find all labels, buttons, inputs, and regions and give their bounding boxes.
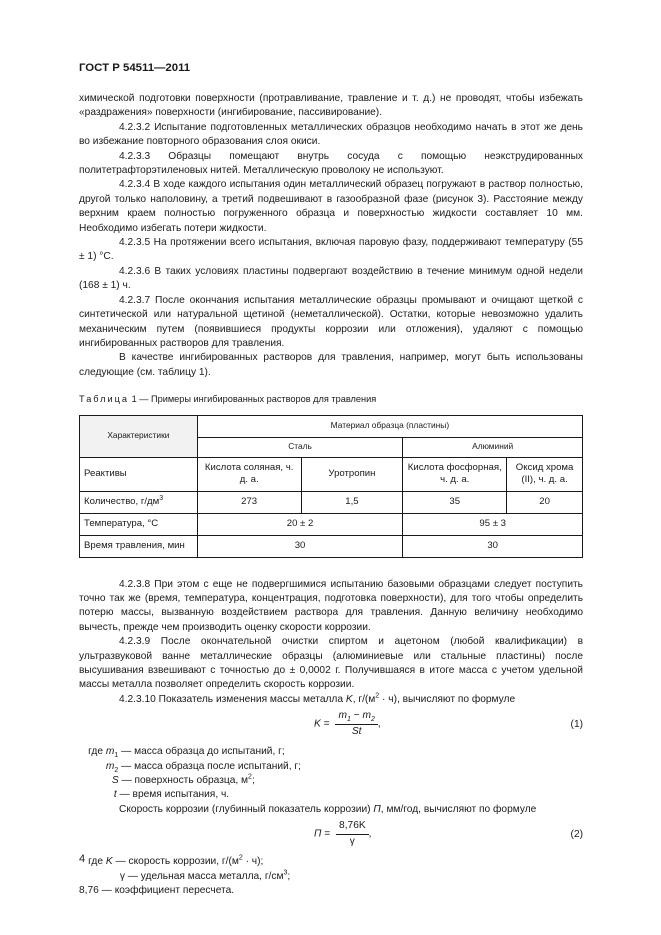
paragraph: 4.2.3.7 После окончания испытания металлические образцы промывают и очищают щеткой с синтетической или натуральной щетиной (неметаллической). Остатки, которые невозможно удалить механическим путем (появившиеся продукты коррозии или отложения), удаляют с помощью ингибированных растворов для травления. <box>79 294 583 349</box>
formula-1-fraction <box>335 709 377 739</box>
table-cell: 20 ± 2 <box>197 513 403 535</box>
table-cell: Оксид хрома (II), ч. д. а. <box>507 457 583 491</box>
para-text: 4.2.3.10 Показатель изменения массы металла <box>119 693 344 705</box>
row-label-temperature: Температура, °С <box>80 513 198 535</box>
table-cell: Кислота фосфорная, ч. д. а. <box>403 457 507 491</box>
formula-2-fraction <box>336 819 369 849</box>
paragraph: 4.2.3.4 В ходе каждого испытания один металлический образец погружают в раствор полностью, другой только наполовину, а третий подвешивают в газообразной фазе (рисунок 3). Расстояние между верхним краем полностью погруженного образца и поверхностью жидкости составляет 10 мм. Необходимо избегать потери жидкости. <box>79 179 583 234</box>
definition-row <box>79 884 583 898</box>
def-sub: 2 <box>114 766 119 774</box>
def-prefix: где <box>88 856 103 868</box>
formula-2-body <box>314 819 372 849</box>
header-aluminium: Алюминий <box>403 437 583 457</box>
row-label-reagents: Реактивы <box>80 457 198 491</box>
var-k: K <box>345 693 353 705</box>
table-caption <box>79 392 583 406</box>
formula-1-eq: = <box>323 718 330 730</box>
header-characteristics: Характеристики <box>80 415 198 457</box>
table-cell: Кислота соляная, ч. д. а. <box>197 457 301 491</box>
page-body <box>79 92 583 898</box>
formula-1 <box>79 707 583 745</box>
quantity-label-text: Количество, г/дм <box>84 496 160 508</box>
def-sym: K <box>105 856 113 868</box>
etching-solutions-table <box>79 415 583 558</box>
def-prefix: где <box>88 746 103 758</box>
definitions-1 <box>79 745 583 803</box>
def-text: — поверхность образца, м <box>121 775 249 786</box>
paragraph <box>79 803 583 817</box>
table-cell: 20 <box>507 491 583 513</box>
definition-row <box>79 760 583 774</box>
paragraph: 4.2.3.5 На протяжении всего испытания, включая паровую фазу, поддерживают температуру (55 ± 1) °С. <box>79 237 583 263</box>
formula-2-eq: = <box>324 828 331 840</box>
table-cell: 30 <box>197 535 403 557</box>
def-sym: S <box>111 775 119 786</box>
def-text: — масса образца после испытаний, г; <box>121 760 301 772</box>
num-a: m <box>338 710 347 722</box>
def-text: — удельная масса металла, г/см <box>127 870 284 882</box>
unit-tail: · ч), вычисляют по формуле <box>379 693 516 705</box>
paragraph: 4.2.3.8 При этом с еще не подвергшимися испытанию базовыми образцами следует поступить точно так же (время, температура, концентрация, подготовка поверхности), для того чтобы определить потерю массы, вызванную воздействием раствора для травления. Данную величину необходимо вычесть, прежде чем производить оценку скорости коррозии. <box>79 578 583 633</box>
table-caption-text: 1 — Примеры ингибированных растворов для травления <box>131 394 377 405</box>
table-caption-label: Таблица <box>79 394 130 405</box>
definition-row <box>79 870 583 884</box>
def-text: — коэффициент пересчета. <box>101 885 235 897</box>
paragraph: 4.2.3.6 В таких условиях пластины подвергают воздействию в течение минимум одной недели (168 ± 1) ч. <box>79 265 583 292</box>
unit-sup: 2 <box>375 692 380 700</box>
paragraph: В качестве ингибированных растворов для травления, например, могут быть использованы следующие (см. таблицу 1). <box>79 352 583 378</box>
table-cell: 95 ± 3 <box>403 513 583 535</box>
def-tail: · ч); <box>242 856 264 868</box>
formula-2-comma: , <box>368 828 372 840</box>
var-p: П <box>373 803 381 815</box>
definition-row <box>79 774 583 788</box>
definition-row <box>79 745 583 759</box>
paragraph: 4.2.3.2 Испытание подготовленных металлических образцов необходимо начать в этот же день во избежание повторного образования слоя окиси. <box>79 121 583 148</box>
definitions-2 <box>79 855 583 898</box>
def-sym: γ <box>119 870 125 882</box>
formula-1-numerator <box>335 709 377 724</box>
formula-1-lhs: K <box>314 718 321 730</box>
def-text: — время испытания, ч. <box>119 789 230 801</box>
table-cell: 35 <box>403 491 507 513</box>
page-number: 4 <box>79 853 86 865</box>
def-sym: 8,76 <box>79 885 99 897</box>
para-text: Скорость коррозии (глубинный показатель коррозии) <box>119 803 371 815</box>
formula-1-number: (1) <box>570 719 583 731</box>
num-b: m <box>362 710 371 722</box>
table-cell: 30 <box>403 535 583 557</box>
header-material: Материал образца (пластины) <box>197 415 582 437</box>
def-sup: 3 <box>283 869 288 877</box>
def-sup: 2 <box>238 854 243 862</box>
def-text: — масса образца до испытаний, г; <box>121 746 285 758</box>
unit-text: , г/(м <box>352 693 376 705</box>
formula-2-lhs: П <box>314 828 322 840</box>
def-text: — скорость коррозии, г/(м <box>115 856 239 868</box>
row-label-quantity <box>80 491 198 513</box>
definition-row <box>79 788 583 802</box>
paragraph <box>79 693 583 707</box>
header-steel: Сталь <box>197 437 403 457</box>
formula-1-comma: , <box>377 718 381 730</box>
def-tail: ; <box>251 775 255 786</box>
paragraph: химической подготовки поверхности (протравливание, травление и т. д.) не проводят, чтобы избежать «раздражения» поверхности (ингибирование, пассивирование). <box>79 93 583 119</box>
def-tail: ; <box>287 870 291 882</box>
definition-row <box>79 855 583 869</box>
table-cell: 273 <box>197 491 301 513</box>
table-cell: 1,5 <box>301 491 403 513</box>
table-cell: Уротропин <box>301 457 403 491</box>
def-sub: 1 <box>114 752 119 760</box>
formula-1-body <box>314 709 381 739</box>
formula-1-denominator: St <box>351 725 362 737</box>
formula-2 <box>79 817 583 855</box>
def-sym: m <box>105 760 115 772</box>
document-header: ГОСТ Р 54511—2011 <box>79 62 191 74</box>
def-sym: m <box>105 746 115 758</box>
def-sup: 2 <box>248 773 252 781</box>
paragraph: 4.2.3.3 Образцы помещают внутрь сосуда с помощью неэкструдированных политетрафторэтиленовых нитей. Металлическую проволоку не используют. <box>79 150 583 177</box>
row-label-time: Время травления, мин <box>80 535 198 557</box>
quantity-label-sup: 3 <box>159 495 164 503</box>
def-sym: t <box>113 789 117 801</box>
num-a-sub: 1 <box>346 716 351 724</box>
formula-2-number: (2) <box>570 829 583 841</box>
formula-2-numerator: 8,76K <box>336 819 369 834</box>
paragraph: 4.2.3.9 После окончательной очистки спиртом и ацетоном (любой квалификации) в ультразвуковой ванне металлические образцы (алюминиевые или стальные пластины) после высушивания взвешивают с точностью до ± 0,0002 г. Получившаяся в итоге масса с учетом удельной массы металла позволяет определить скорость коррозии. <box>79 636 583 691</box>
num-op: − <box>350 710 363 722</box>
formula-2-denominator: γ <box>349 835 355 847</box>
num-b-sub: 2 <box>370 716 375 724</box>
para-tail: , мм/год, вычисляют по формуле <box>380 803 537 815</box>
